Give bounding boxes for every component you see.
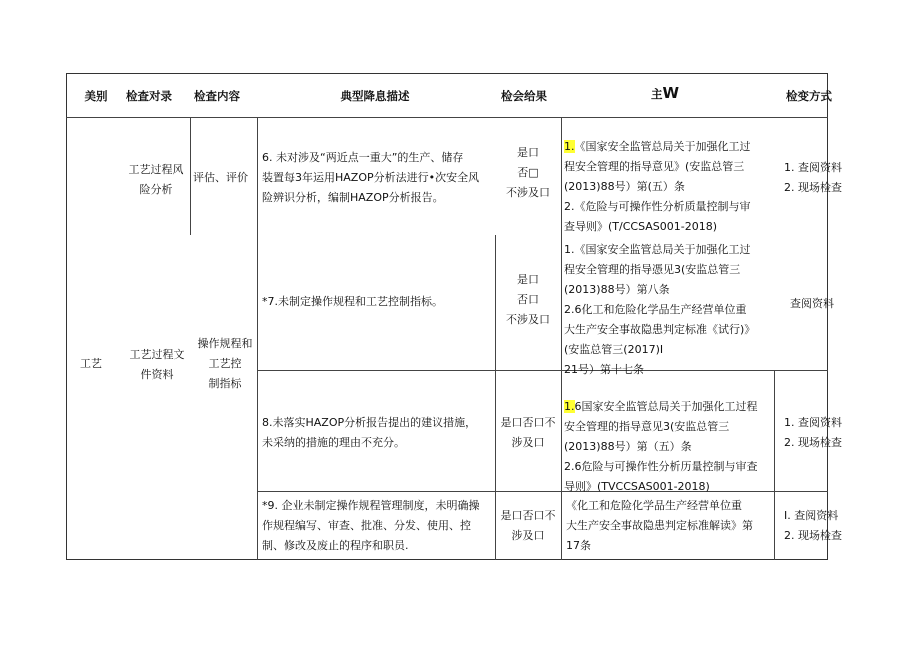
object-2-line-2: 件资料 [140, 368, 174, 381]
row-6-basis-line: 查导则》(T/CCSAS001-2018) [564, 220, 718, 233]
row-7-result-yes[interactable]: 是口 [517, 273, 539, 286]
row-6-method-line: 1. 查阅资料 [784, 161, 842, 174]
content-2-line-2: 工艺控 [208, 357, 242, 370]
content-2-line-3: 制指标 [208, 377, 242, 390]
object-1 [122, 160, 190, 200]
row-9-basis [566, 496, 753, 556]
row-9-basis-line: 大生产安全事故隐患判定标准解读》第 [566, 519, 753, 532]
content-2-line-1: 操作规程和 [197, 337, 253, 350]
object-2-line-1: 工艺过程文 [129, 348, 185, 361]
row-9-result [496, 506, 560, 546]
category-value: 工艺 [80, 357, 102, 370]
row-8-desc-line: 8.未落实HAZOP分析报告提出的建议措施， [262, 416, 477, 429]
row-6-result-na[interactable]: 不涉及口 [506, 186, 550, 199]
row-6-desc-line: 装置每3年运用HAZOP分析法进行•次安全风 [262, 171, 480, 184]
row-8-result-line-2[interactable]: 涉及口 [511, 436, 545, 449]
header-object: 检查对录 [126, 89, 172, 103]
row-6-result-yes[interactable]: 是口 [517, 146, 539, 159]
row-7-basis-line: 程安全管理的指导憑见3(安监总管三 [564, 263, 741, 276]
content-2 [193, 334, 257, 394]
header-description: 典型降息描述 [340, 89, 410, 103]
row-6-basis [564, 137, 751, 237]
header-category: 美别 [84, 89, 108, 103]
object-1-line-2: 险分析 [139, 183, 173, 196]
row-8-basis [564, 397, 758, 497]
row-8-method-line: 1. 查阅资料 [784, 416, 842, 429]
row-7-basis-line: (安监总管三(2017)I [564, 343, 664, 356]
row-9-method [784, 506, 842, 546]
row-7-basis-line: 2.6化工和危险化学品生产经营单位重 [564, 303, 747, 316]
col-divider-content [257, 117, 258, 560]
row-6-method [784, 158, 842, 198]
row-9-result-line-2[interactable]: 涉及口 [511, 529, 545, 542]
col-divider-basis [561, 117, 562, 560]
row-7-basis [564, 240, 755, 380]
row-9-desc-line: 作规程编写、审查、批准、分发、使用、控 [262, 519, 471, 532]
row-8-description [262, 413, 476, 453]
row-7-basis-line: 21号）第十七条 [564, 363, 644, 376]
row-6-basis-highlight: 1. [564, 140, 575, 153]
object-2 [120, 345, 194, 385]
row-8-desc-line: 未采纳的措施的理由不充分。 [262, 436, 405, 449]
row-7-result-no[interactable]: 否口 [517, 293, 539, 306]
row-9-method-line: I. 查阅资料 [784, 509, 839, 522]
row-8-basis-line: (2013)88号）第（五）条 [564, 440, 692, 453]
content-1: 评估、评价 [193, 171, 248, 184]
row-7-basis-line: (2013)88号）第八条 [564, 283, 670, 296]
row-6-result [496, 143, 560, 203]
row-6-basis-line: 程安全管理的指导意见》(安监总管三 [564, 160, 745, 173]
row-7-method: 查阅资料 [790, 297, 834, 310]
header-method: 检变方式 [786, 89, 832, 103]
row-8-basis-line: 1.6国家安全监管总局关于加强化工过程 [564, 400, 758, 413]
row-8-method-line: 2. 现场检查 [784, 436, 842, 449]
row-8-method [784, 413, 842, 453]
header-basis [610, 84, 720, 102]
header-result: 检会给果 [501, 89, 547, 103]
row-9-desc-line: *9. 企业未制定操作规程管理制度，未明确操 [262, 499, 480, 512]
header-basis-suffix: W [662, 84, 680, 102]
row-8-basis-highlight: 1. [564, 400, 575, 413]
col-divider-method [774, 370, 775, 560]
row-7-result-na[interactable]: 不涉及口 [506, 313, 550, 326]
row-6-method-line: 2. 现场检查 [784, 181, 842, 194]
row-9-description [262, 496, 480, 556]
row-8-basis-line: 2.6危险与可操作性分析历量控制与审查 [564, 460, 758, 473]
row-9-result-line-1[interactable]: 是口否口不 [500, 509, 556, 522]
row-6-description [262, 148, 479, 208]
row-6-result-no[interactable]: 否□ [517, 166, 539, 179]
row-6-desc-line: 6. 未对涉及“两近点一重大”的生产、储存 [262, 151, 464, 164]
header-basis-prefix: 主 [650, 87, 663, 101]
row-7-description: *7.未制定操作规程和工艺控制指标。 [262, 295, 443, 308]
row-8-basis-line: 安全管理的指导意见3(安监总管三 [564, 420, 730, 433]
header-divider [66, 117, 828, 118]
row-6-basis-line: 2.《危险与可操作性分析质量控制与审 [564, 200, 751, 213]
row-8-result-line-1[interactable]: 是口否口不 [500, 416, 556, 429]
row-6-desc-line: 险辨识分析，编制HAZOP分析报告。 [262, 191, 444, 204]
header-content: 检查内容 [194, 89, 240, 103]
row-8-result [496, 413, 560, 453]
row-8-basis-line: 导则》(TVCCSAS001-2018) [564, 480, 710, 493]
row-7-basis-line: 1.《国家安全监管总局关于加强化工过 [564, 243, 751, 256]
row-7-basis-line: 大生产安全事故隐患判定标准《试行)》 [564, 323, 756, 336]
row-7-result [496, 270, 560, 330]
row-6-basis-line: (2013)88号）第(五）条 [564, 180, 685, 193]
row-9-basis-line: 17条 [566, 539, 591, 552]
object-1-line-1: 工艺过程风 [128, 163, 184, 176]
row-9-desc-line: 制、修改及废止的程序和职员. [262, 539, 409, 552]
row-9-method-line: 2. 现场检查 [784, 529, 842, 542]
col-divider-object [190, 117, 191, 235]
row-6-basis-line: 1.《国家安全监管总局关于加强化工过 [564, 140, 751, 153]
row-9-basis-line: 《化工和危险化学品生产经营单位重 [566, 499, 742, 512]
